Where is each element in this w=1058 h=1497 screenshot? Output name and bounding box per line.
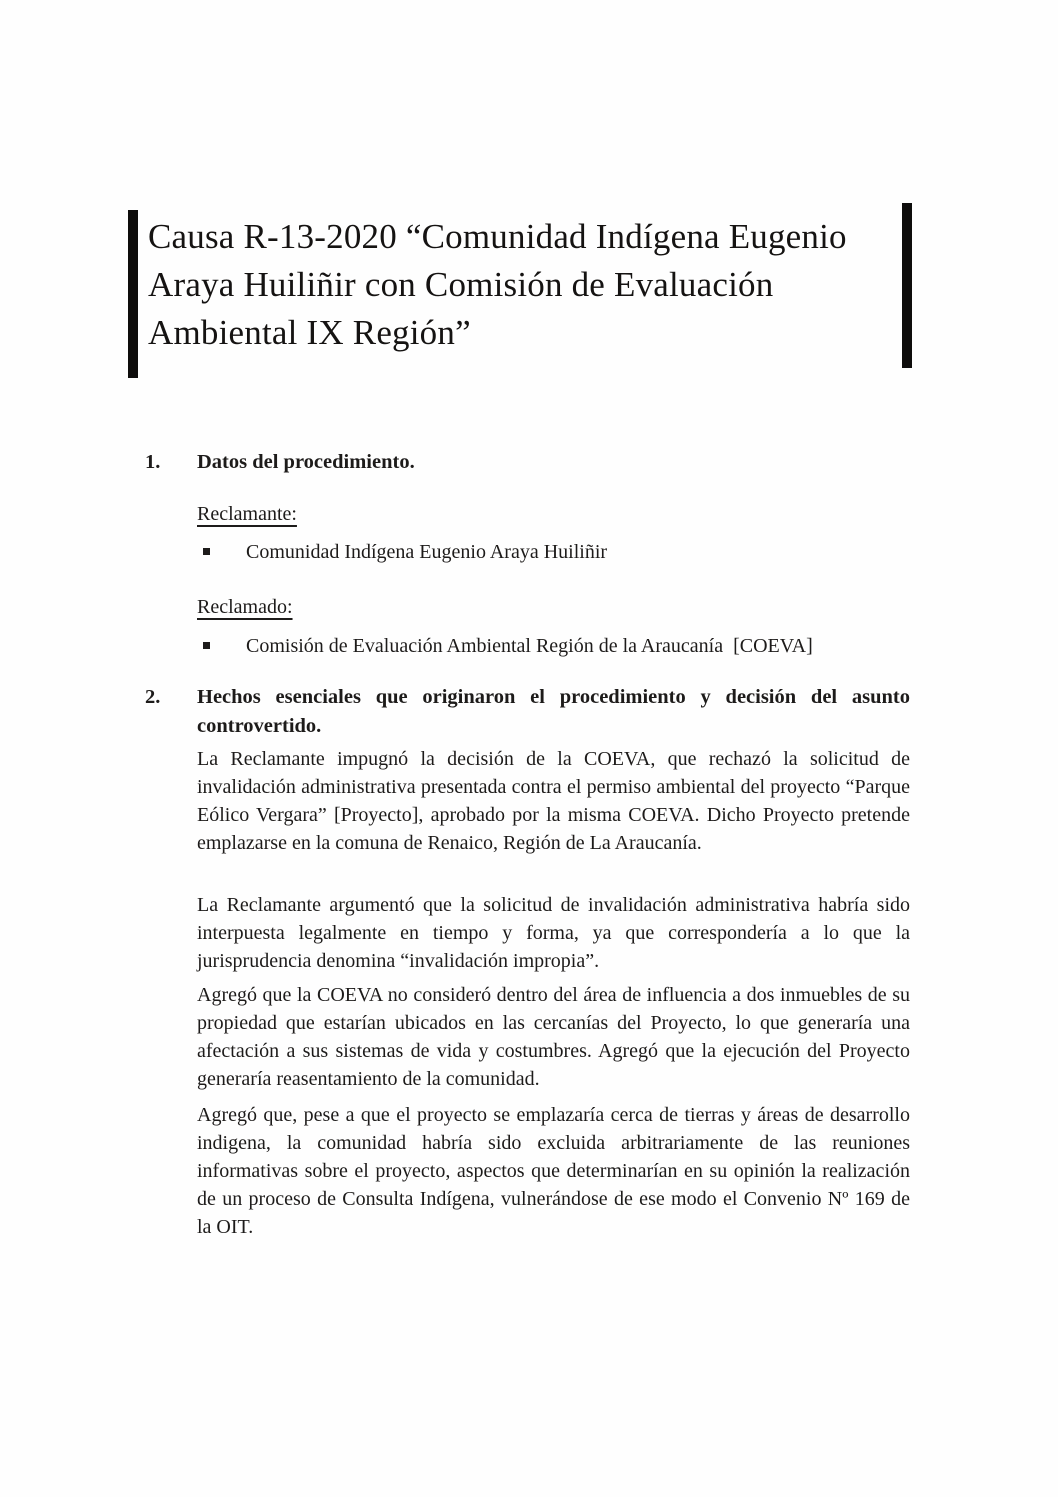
reclamado-value: Comisión de Evaluación Ambiental Región de la Araucanía [COEVA] (246, 635, 813, 657)
bullet-square-icon (203, 642, 210, 649)
section-2-heading-line: controvertido. (197, 715, 322, 737)
paragraph: La Reclamante argumentó que la solicitud de invalidación administrativa habría sido interpuesta legalmente en tiempo y forma, ya que correspondería a lo que la jurisprudencia denomina “invalidación impropia”. (197, 894, 910, 972)
case-title-line: Araya Huiliñir con Comisión de Evaluación (148, 265, 774, 304)
reclamado-label: Reclamado: (197, 596, 293, 618)
reclamante-value: Comunidad Indígena Eugenio Araya Huiliñir (246, 541, 608, 563)
reclamante-label: Reclamante: (197, 503, 297, 525)
paragraph: La Reclamante impugnó la decisión de la COEVA, que rechazó la solicitud de invalidación administrativa presentada contra el permiso ambiental del proyecto “Parque Eólico Vergara” [Proyecto], aprobado por la misma COEVA. Dicho Proyecto pretende emplazarse en la comuna de Renaico, Región de La Araucanía. (197, 748, 910, 854)
case-title (148, 213, 910, 357)
paragraph: Agregó que la COEVA no consideró dentro del área de influencia a dos inmuebles de su propiedad que estarían ubicados en las cercanías del Proyecto, lo que generaría una afectación a sus sistemas de vida y costumbres. Agregó que la ejecución del Proyecto generaría reasentamiento de la comunidad. (197, 984, 910, 1090)
section-1-heading: Datos del procedimiento. (197, 451, 415, 473)
reclamante-item (197, 538, 910, 566)
case-title-line: Ambiental IX Región” (148, 313, 471, 352)
title-left-bar (128, 210, 138, 378)
section-1-number: 1. (145, 451, 161, 473)
paragraph: Agregó que, pese a que el proyecto se emplazaría cerca de tierras y áreas de desarrollo indigena, la comunidad habría sido excluida arbitrariamente de las reuniones informativas sobre el proyecto, aspectos que determinarían en su opinión la realización de un proceso de Consulta Indígena, vulnerándose de ese modo el Convenio Nº 169 de la OIT. (197, 1104, 910, 1238)
reclamado-item (197, 632, 910, 660)
section-2-heading (197, 683, 910, 741)
bullet-square-icon (203, 548, 210, 555)
section-2-heading-line: Hechos esenciales que originaron el procedimiento y decisión del asunto (197, 686, 910, 708)
case-title-line: Causa R-13-2020 “Comunidad Indígena Eugenio (148, 217, 847, 256)
section-2-number: 2. (145, 686, 161, 708)
